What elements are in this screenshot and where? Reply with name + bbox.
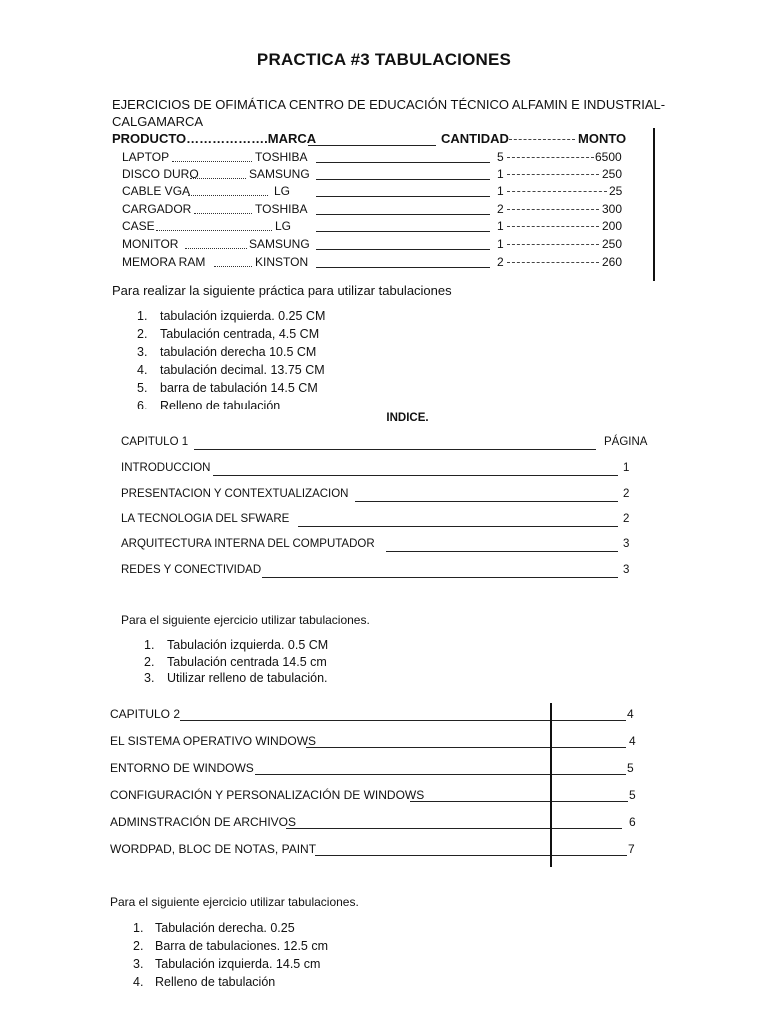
index-title: INDICE. [386, 412, 429, 424]
chapter2-row-page: 4 [627, 707, 634, 721]
row-brand: SAMSUNG [249, 237, 310, 251]
header-monto: MONTO [578, 131, 627, 146]
index-row-line [213, 475, 618, 476]
row-line [316, 179, 490, 180]
list-item: Tabulación izquierda. 14.5 cm [155, 957, 321, 971]
row-line [316, 162, 490, 163]
row-qty: 1 [497, 184, 504, 198]
instructions1-list [0, 305, 768, 409]
chapter2-row-label: EL SISTEMA OPERATIVO WINDOWS [110, 734, 317, 748]
chapter2-row-line [286, 828, 622, 829]
header-dash [509, 139, 575, 140]
row-qty: 2 [497, 202, 504, 216]
chapter2-row-line [306, 747, 626, 748]
row-amount: 6500 [595, 150, 622, 164]
chapter2-row-label: ENTORNO DE WINDOWS [110, 761, 254, 775]
row-qty: 1 [497, 219, 504, 233]
chapter2-row-page: 5 [629, 788, 636, 802]
instructions1-intro: Para realizar la siguiente práctica para utilizar tabulaciones [112, 283, 452, 298]
chapter2-row-page: 7 [628, 842, 635, 856]
row-amount: 25 [609, 184, 623, 198]
row-qty: 2 [497, 255, 504, 269]
index-row-label: INTRODUCCION [121, 462, 211, 474]
page-title: PRACTICA #3 TABULACIONES [256, 50, 512, 69]
row-amount: 250 [602, 167, 623, 181]
row-amount: 300 [602, 202, 623, 216]
row-dash [507, 174, 599, 175]
row-dots [190, 178, 246, 179]
list-number: 3. [144, 671, 155, 685]
header-underline [308, 145, 436, 146]
list-number: 2. [137, 327, 148, 341]
row-line [316, 249, 490, 250]
row-brand: LG [274, 184, 291, 198]
instructions2-intro: Para el siguiente ejercicio utilizar tabulaciones. [121, 613, 370, 627]
row-brand: KINSTON [255, 255, 309, 269]
list-number: 1. [137, 309, 148, 323]
row-product: MONITOR [122, 237, 179, 251]
chapter2-row-line [255, 774, 626, 775]
list-item: tabulación derecha 10.5 CM [160, 345, 317, 359]
row-dots [185, 248, 247, 249]
list-number: 5. [137, 381, 148, 395]
chapter2-row-label: CAPITULO 2 [110, 707, 181, 721]
index-row-line [386, 551, 618, 552]
row-dash [507, 157, 594, 158]
index-row-label: PRESENTACION Y CONTEXTUALIZACION [121, 488, 349, 500]
row-product: CARGADOR [122, 202, 192, 216]
index-row-page: 2 [623, 488, 630, 500]
chapter2-row-line [315, 855, 627, 856]
chapter2-row-line [410, 801, 628, 802]
row-dash [507, 226, 599, 227]
tab-bar-line [550, 703, 552, 867]
header-product-marca: PRODUCTO……………….MARCA [112, 131, 317, 146]
index-row-line [194, 449, 596, 450]
list-item: tabulación izquierda. 0.25 CM [160, 309, 326, 323]
index-row-page: PÁGINA [604, 436, 648, 448]
row-dots [188, 195, 268, 196]
list-number: 1. [144, 638, 155, 652]
chapter2-row-page: 5 [627, 761, 634, 775]
list-number: 4. [133, 975, 144, 989]
row-amount: 250 [602, 237, 623, 251]
chapter2-row-page: 4 [629, 734, 636, 748]
chapter2-row-line [180, 720, 626, 721]
list-number: 6. [137, 399, 148, 409]
row-line [316, 231, 490, 232]
chapter2-row-page: 6 [629, 815, 636, 829]
list-item: Tabulación izquierda. 0.5 CM [167, 638, 329, 652]
row-dots [156, 230, 272, 231]
row-dots [172, 161, 252, 162]
list-item: Barra de tabulaciones. 12.5 cm [155, 939, 329, 953]
index-row-page: 3 [623, 564, 630, 576]
list-item: Tabulación derecha. 0.25 [155, 921, 295, 935]
chapter2-row-label: CONFIGURACIÓN Y PERSONALIZACIÓN DE WINDOWS [110, 788, 425, 802]
list-item: Utilizar relleno de tabulación. [167, 671, 328, 685]
row-amount: 200 [602, 219, 623, 233]
list-number: 3. [137, 345, 148, 359]
row-brand: TOSHIBA [255, 150, 308, 164]
index-row-label: LA TECNOLOGIA DEL SFWARE [121, 513, 290, 525]
list-number: 2. [144, 655, 155, 669]
index-row-page: 1 [623, 462, 630, 474]
list-item: tabulación decimal. 13.75 CM [160, 363, 325, 377]
index-row-line [298, 526, 618, 527]
row-qty: 5 [497, 150, 504, 164]
row-amount: 260 [602, 255, 623, 269]
index-row-label: ARQUITECTURA INTERNA DEL COMPUTADOR [121, 538, 375, 550]
list-item: Relleno de tabulación [155, 975, 276, 989]
index-row-line [262, 577, 618, 578]
index-row-label: CAPITULO 1 [121, 436, 189, 448]
row-brand: LG [275, 219, 292, 233]
row-line [316, 214, 490, 215]
list-item: Tabulación centrada, 4.5 CM [160, 327, 320, 341]
index-row-page: 3 [623, 538, 630, 550]
list-item: Relleno de tabulación [160, 399, 281, 409]
list-number: 3. [133, 957, 144, 971]
row-product: CASE [122, 219, 155, 233]
list-item: Tabulación centrada 14.5 cm [167, 655, 327, 669]
header-cantidad: CANTIDAD [441, 131, 509, 146]
list-number: 1. [133, 921, 144, 935]
instructions3-intro: Para el siguiente ejercicio utilizar tabulaciones. [110, 895, 359, 909]
row-qty: 1 [497, 167, 504, 181]
row-qty: 1 [497, 237, 504, 251]
tab-bar-line [653, 128, 655, 281]
index-row-label: REDES Y CONECTIVIDAD [121, 564, 262, 576]
row-dash [507, 209, 599, 210]
row-product: LAPTOP [122, 150, 170, 164]
row-product: MEMORA RAM [122, 255, 206, 269]
chapter2-row-label: ADMINSTRACIÓN DE ARCHIVOS [110, 815, 297, 829]
chapter2-row-label: WORDPAD, BLOC DE NOTAS, PAINT [110, 842, 317, 856]
row-product: CABLE VGA [122, 184, 191, 198]
row-line [316, 267, 490, 268]
row-dots [214, 266, 252, 267]
list-item: barra de tabulación 14.5 CM [160, 381, 318, 395]
row-line [316, 196, 490, 197]
exercise-header-line2: CALGAMARCA [112, 114, 204, 129]
exercise-header-line1: EJERCICIOS DE OFIMÁTICA CENTRO DE EDUCACIÓN TÉCNICO ALFAMIN E INDUSTRIAL- [112, 97, 666, 112]
index-row-line [355, 501, 618, 502]
list-number: 2. [133, 939, 144, 953]
row-brand: SAMSUNG [249, 167, 310, 181]
row-product: DISCO DURO [122, 167, 199, 181]
list-number: 4. [137, 363, 148, 377]
row-dash [507, 262, 599, 263]
row-dash [507, 191, 607, 192]
row-brand: TOSHIBA [255, 202, 308, 216]
row-dots [194, 213, 252, 214]
index-row-page: 2 [623, 513, 630, 525]
row-dash [507, 244, 599, 245]
